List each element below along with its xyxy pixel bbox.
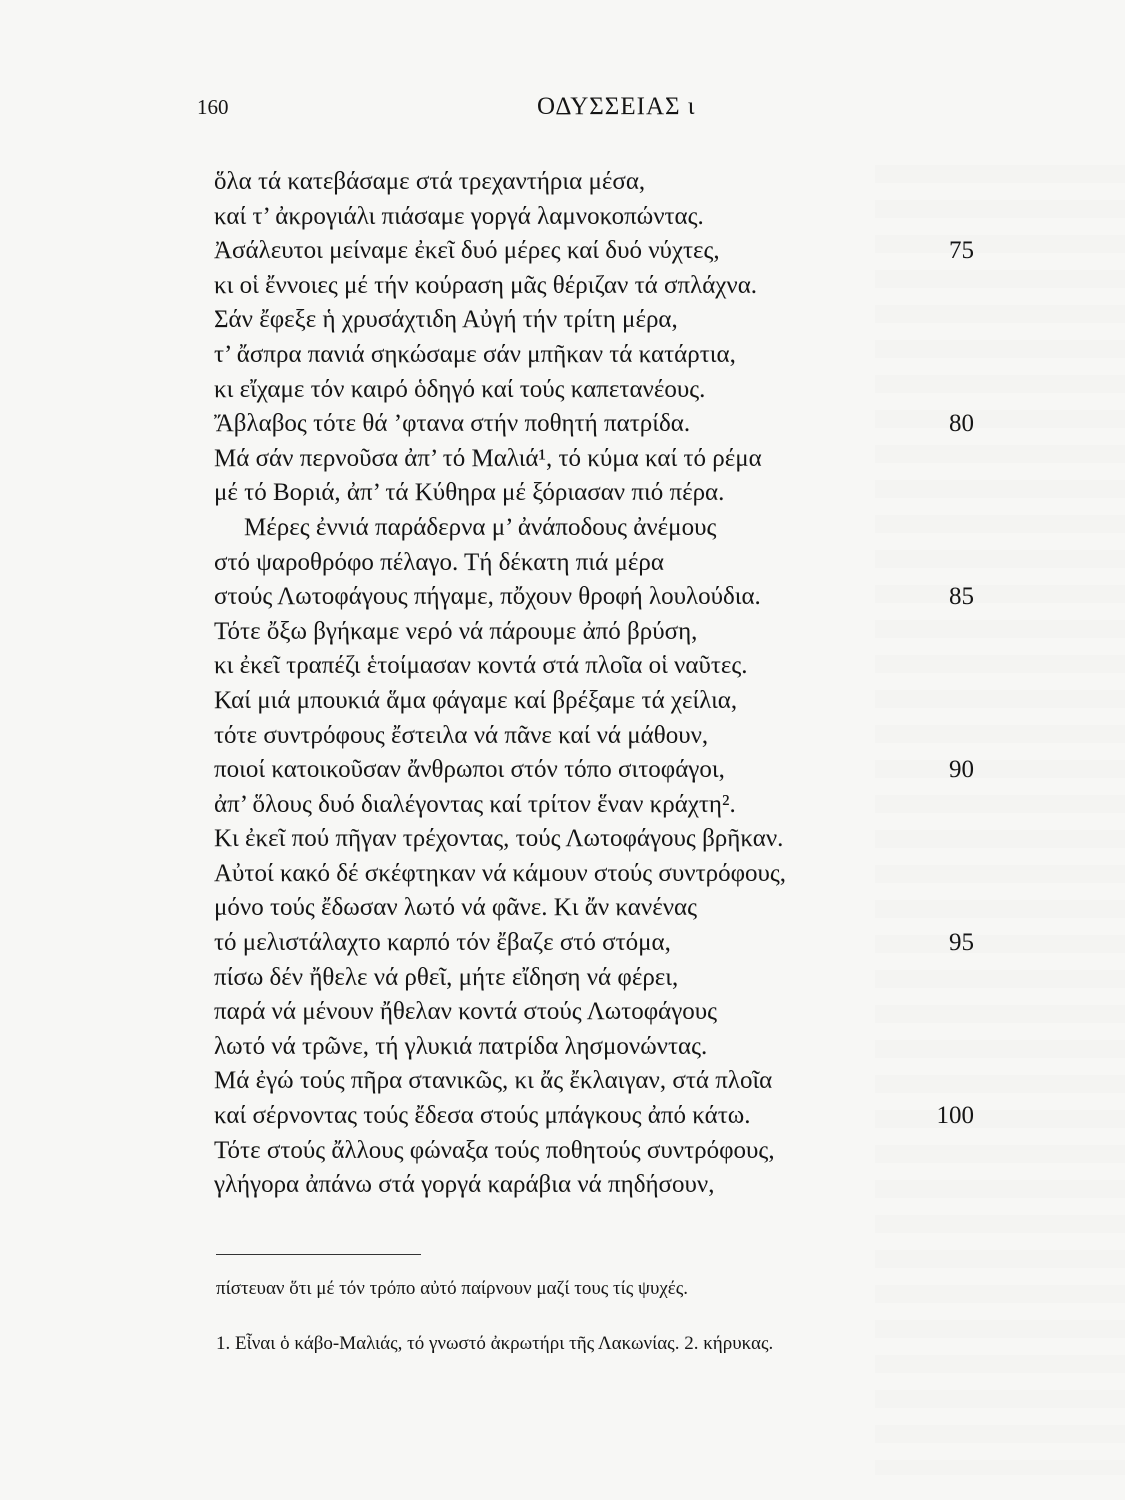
poem-line — [214, 373, 974, 408]
poem-line — [214, 476, 974, 511]
line-number: 85 — [949, 583, 974, 611]
poem-line — [214, 857, 974, 892]
poem-line — [214, 649, 974, 684]
poem-line-text: τότε συντρόφους ἔστειλα νά πᾶνε καί νά μάθουν, — [214, 721, 709, 749]
poem-line — [214, 580, 974, 615]
poem-line — [214, 200, 974, 235]
poem-line-text: κι εἴχαμε τόν καιρό ὁδηγό καί τούς καπετανέους. — [214, 375, 706, 403]
poem-line-text: Ἀσάλευτοι μείναμε ἐκεῖ δυό μέρες καί δυό νύχτες, — [214, 237, 720, 265]
poem-line-text: μόνο τούς ἔδωσαν λωτό νά φᾶνε. Κι ἄν κανένας — [214, 894, 698, 922]
poem-line — [214, 1064, 974, 1099]
line-number: 80 — [949, 410, 974, 438]
page-number: 160 — [197, 95, 229, 119]
poem-line — [214, 926, 974, 961]
poem-line-text: καί τ’ ἀκρογιάλι πιάσαμε γοργά λαμνοκοπώντας. — [214, 202, 704, 230]
page-header — [197, 93, 937, 129]
poem-line — [214, 511, 974, 546]
poem-text — [214, 165, 974, 1203]
footnote-continued: πίστευαν ὅτι μέ τόν τρόπο αὐτό παίρνουν μαζί τους τίς ψυχές. — [216, 1278, 689, 1299]
poem-line — [214, 234, 974, 269]
poem-line-text: κι οἱ ἔννοιες μέ τήν κούραση μᾶς θέριζαν τά σπλάχνα. — [214, 271, 758, 299]
poem-line — [214, 1030, 974, 1065]
poem-line-text: λωτό νά τρῶνε, τή γλυκιά πατρίδα λησμονώντας. — [214, 1032, 708, 1060]
poem-line-text: Καί μιά μπουκιά ἅμα φάγαμε καί βρέξαμε τά χείλια, — [214, 686, 738, 714]
poem-line-text: Μά σάν περνοῦσα ἀπ’ τό Μαλιά¹, τό κύμα καί τό ρέμα — [214, 444, 762, 472]
poem-line — [214, 1134, 974, 1169]
poem-line-text: Σάν ἔφεξε ἡ χρυσάχτιδη Αὐγή τήν τρίτη μέρα, — [214, 306, 678, 334]
poem-line-text: Τότε στούς ἄλλους φώναξα τούς ποθητούς συντρόφους, — [214, 1136, 775, 1164]
poem-line-text: στό ψαροθρόφο πέλαγο. Τή δέκατη πιά μέρα — [214, 548, 664, 576]
poem-line — [214, 303, 974, 338]
poem-line — [214, 442, 974, 477]
poem-line — [214, 338, 974, 373]
poem-line — [214, 719, 974, 754]
poem-line — [214, 995, 974, 1030]
poem-line-text: στούς Λωτοφάγους πήγαμε, πὄχουν θροφή λουλούδια. — [214, 583, 761, 611]
poem-line-text: καί σέρνοντας τούς ἔδεσα στούς μπάγκους ἀπό κάτω. — [214, 1102, 751, 1130]
poem-line-text: κι ἐκεῖ τραπέζι ἑτοίμασαν κοντά στά πλοῖα οἱ ναῦτες. — [214, 652, 748, 680]
poem-line-text: ποιοί κατοικοῦσαν ἄνθρωποι στόν τόπο σιτοφάγοι, — [214, 756, 725, 784]
poem-line-text: Κι ἐκεῖ πού πῆγαν τρέχοντας, τούς Λωτοφάγους βρῆκαν. — [214, 825, 784, 853]
poem-line-text: παρά νά μένουν ἤθελαν κοντά στούς Λωτοφάγους — [214, 998, 718, 1026]
poem-line-text: Ἄβλαβος τότε θά ’φτανα στήν ποθητή πατρίδα. — [214, 410, 691, 438]
poem-line-text: γλήγορα ἀπάνω στά γοργά καράβια νά πηδήσουν, — [214, 1171, 715, 1199]
line-number: 100 — [936, 1102, 974, 1130]
line-number: 90 — [949, 756, 974, 784]
poem-line — [214, 961, 974, 996]
line-number: 95 — [949, 929, 974, 957]
poem-line — [214, 615, 974, 650]
line-number: 75 — [949, 237, 974, 265]
poem-line-text: Αὐτοί κακό δέ σκέφτηκαν νά κάμουν στούς συντρόφους, — [214, 859, 787, 887]
poem-line — [214, 891, 974, 926]
poem-line — [214, 684, 974, 719]
footnote-separator — [216, 1254, 421, 1255]
poem-line — [214, 1099, 974, 1134]
poem-line-text: ἀπ’ ὅλους δυό διαλέγοντας καί τρίτον ἕναν κράχτη². — [214, 790, 736, 818]
poem-line-text: τ’ ἄσπρα πανιά σηκώσαμε σάν μπῆκαν τά κατάρτια, — [214, 340, 736, 368]
poem-line — [214, 1168, 974, 1203]
poem-line — [214, 269, 974, 304]
poem-line-text: Μέρες ἐννιά παράδερνα μ’ ἀνάποδους ἀνέμους — [244, 513, 717, 541]
poem-line — [214, 753, 974, 788]
poem-line — [214, 822, 974, 857]
poem-line-text: ὅλα τά κατεβάσαμε στά τρεχαντήρια μέσα, — [214, 168, 646, 195]
footnote-notes: 1. Εἶναι ὁ κάβο-Μαλιάς, τό γνωστό ἀκρωτήρι τῆς Λακωνίας. 2. κήρυκας. — [216, 1333, 774, 1354]
poem-line — [214, 788, 974, 823]
poem-line — [214, 546, 974, 581]
running-title: ΟΔΥΣΣΕΙΑΣ ι — [537, 93, 696, 120]
poem-line-text: πίσω δέν ἤθελε νά ρθεῖ, μήτε εἴδηση νά φέρει, — [214, 963, 679, 991]
poem-line — [214, 407, 974, 442]
poem-line-text: Μά ἐγώ τούς πῆρα στανικῶς, κι ἄς ἔκλαιγαν, στά πλοῖα — [214, 1067, 773, 1095]
poem-line-text: τό μελιστάλαχτο καρπό τόν ἔβαζε στό στόμα, — [214, 929, 671, 957]
poem-line-text: Τότε ὄξω βγήκαμε νερό νά πάρουμε ἀπό βρύση, — [214, 617, 698, 645]
poem-line-text: μέ τό Βοριά, ἀπ’ τά Κύθηρα μέ ξόριασαν πιό πέρα. — [214, 479, 725, 507]
poem-line — [214, 165, 974, 200]
